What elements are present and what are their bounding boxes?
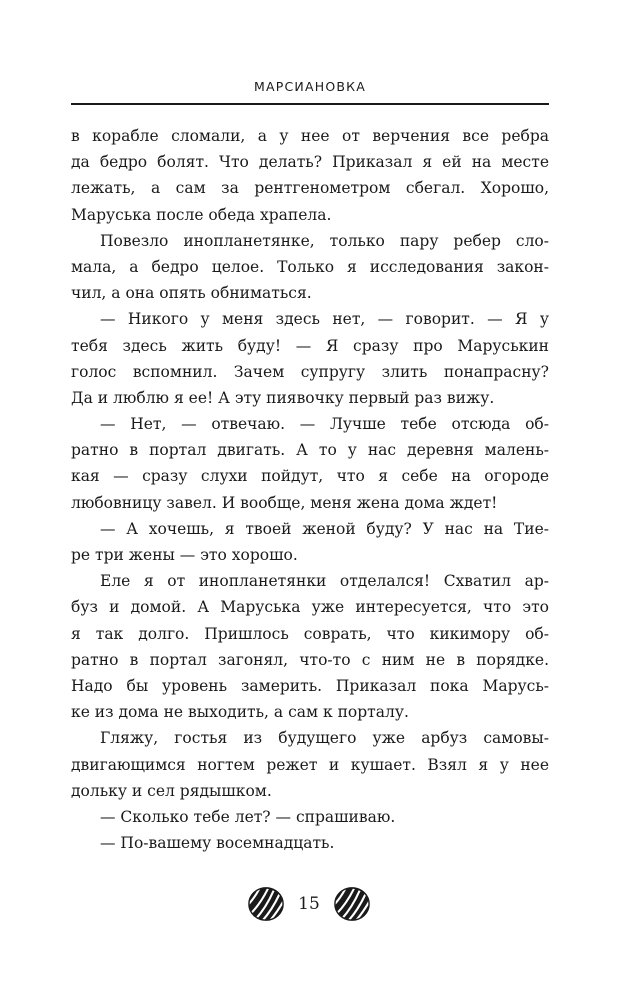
text-line: Надо бы уровень замерить. Приказал пока Марусь- (71, 676, 549, 695)
text-line: Повезло инопланетянке, только пару ребер сло- (100, 231, 549, 250)
text-line: Еле я от инопланетянки отделался! Схватил ар- (100, 572, 549, 591)
text-line: ре три жены — это хорошо. (71, 546, 298, 564)
text-line: — Нет, — отвечаю. — Лучше тебе отсюда об- (100, 415, 549, 434)
text-line: ратно в портал загонял, что-то с ним не в порядке. (71, 650, 549, 669)
text-line: чил, а она опять обниматься. (71, 284, 312, 303)
text-line: — Сколько тебе лет? — спрашиваю. (100, 807, 396, 826)
watermelon-icon (333, 885, 371, 923)
text-line: — Никого у меня здесь нет, — говорит. — Я у (100, 310, 549, 329)
text-line: — А хочешь, я твоей женой буду? У нас на Тие- (100, 519, 549, 538)
body-text (71, 123, 549, 856)
running-title: МАРСИАНОВКА (254, 79, 366, 94)
text-line: я так долго. Пришлось соврать, что кикимору об- (71, 624, 549, 643)
watermelon-icon (247, 885, 285, 923)
text-line: Маруська после обеда храпела. (71, 205, 332, 224)
text-line: мала, а бедро целое. Только я исследования закон- (71, 257, 549, 276)
text-line: Гляжу, гостья из будущего уже арбуз самовы- (100, 729, 549, 748)
text-line: ке из дома не выходить, а сам к порталу. (71, 703, 409, 722)
text-line: тебя здесь жить буду! — Я сразу про Маруськин (71, 336, 549, 355)
text-line: Да и люблю я ее! А эту пиявочку первый раз вижу. (71, 388, 495, 407)
page-folio (0, 882, 618, 926)
text-line: — По-вашему восемнадцать. (100, 834, 335, 853)
text-line: буз и домой. А Маруська уже интересуется, что это (71, 598, 549, 617)
text-line: двигающимся ногтем режет и кушает. Взял я у нее (71, 755, 549, 774)
header-rule (71, 103, 549, 105)
text-line: да бедро болят. Что делать? Приказал я ей на месте (71, 153, 549, 172)
page-number: 15 (298, 894, 320, 914)
text-line: голос вспомнил. Зачем супругу злить понапрасну? (71, 362, 549, 381)
text-line: в корабле сломали, а у нее от верчения все ребра (71, 127, 549, 145)
text-line: кая — сразу слухи пойдут, что я себе на огороде (71, 467, 549, 486)
text-line: любовницу завел. И вообще, меня жена дома ждет! (71, 493, 498, 512)
text-line: лежать, а сам за рентгенометром сбегал. Хорошо, (71, 179, 549, 198)
text-line: дольку и сел рядышком. (71, 781, 272, 800)
text-line: ратно в портал двигать. А то у нас деревня малень- (71, 441, 549, 460)
